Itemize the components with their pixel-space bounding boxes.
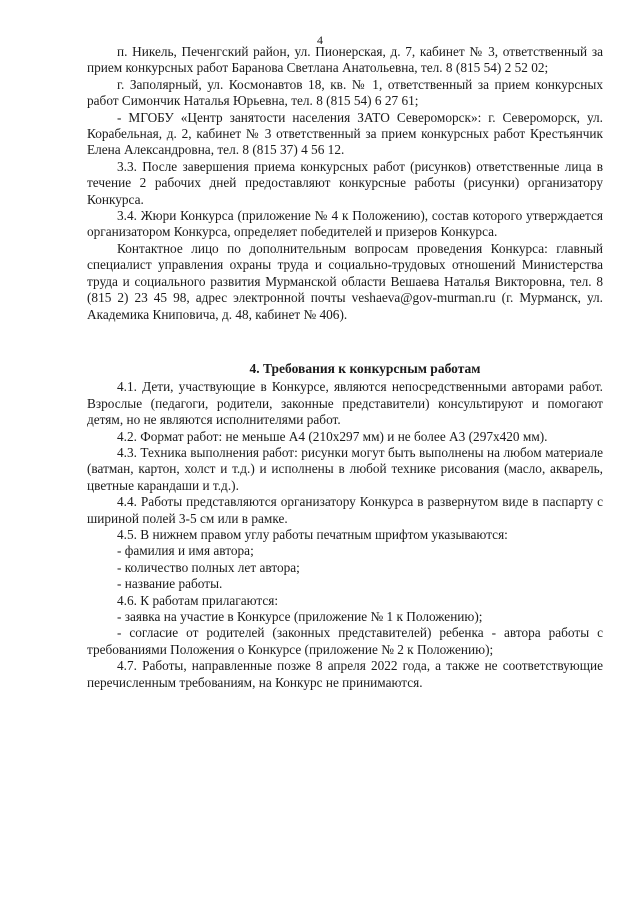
list-item-parental-consent: - согласие от родителей (законных представителей) ребенка - автора работы с требованиями Положения о Конкурсе (приложение № 2 к Положению); [87,625,603,657]
paragraph-4-3: 4.3. Техника выполнения работ: рисунки могут быть выполнены на любом материале (ватман, картон, холст и т.д.) и исполнены в любой технике рисования (масло, акварель, цветные карандаши и т.д.). [87,444,603,493]
paragraph-4-5: 4.5. В нижнем правом углу работы печатным шрифтом указываются: [117,526,508,542]
list-item-work-title: - название работы. [117,576,223,592]
paragraph-zapolyarny: г. Заполярный, ул. Космонавтов 18, кв. № 1, ответственный за прием конкурсных работ Симончик Наталья Юрьевна, тел. 8 (815 54) 6 27 61; [87,76,603,109]
paragraph-4-2: 4.2. Формат работ: не меньше А4 (210х297 мм) и не более А3 (297х420 мм). [117,428,548,444]
section-4-heading: 4. Требования к конкурсным работам [249,360,481,376]
paragraph-4-1: 4.1. Дети, участвующие в Конкурсе, являются непосредственными авторами работ. Взрослые (педагоги, родители, законные представители) консультируют и помогают детям, но не являются исполнителями работ. [87,379,603,428]
page-number: 4 [317,33,323,47]
paragraph-contact: Контактное лицо по дополнительным вопросам проведения Конкурса: главный специалист управления охраны труда и социально-трудовых отношений Министерства труда и социального развития Мурманской области Вешаева Наталья Викторовна, тел. 8 (815 2) 23 45 98, адрес электронной почты veshaeva@gov-murman.ru (г. Мурманск, ул. Академика Книповича, д. 48, кабинет № 406). [87,240,603,322]
paragraph-4-7: 4.7. Работы, направленные позже 8 апреля 2022 года, а также не соответствующие перечисленным требованиям, на Конкурс не принимаются. [87,658,603,690]
paragraph-severomorsk: - МГОБУ «Центр занятости населения ЗАТО Североморск»: г. Североморск, ул. Корабельная, д. 2, кабинет № 3 ответственный за прием конкурсных работ Крестьянчик Елена Александровна, тел. 8 (815 37) 4 56 12. [87,109,603,158]
paragraph-nikel: п. Никель, Печенгский район, ул. Пионерская, д. 7, кабинет № 3, ответственный за прием конкурсных работ Баранова Светлана Анатольевна, тел. 8 (815 54) 2 52 02; [87,44,603,76]
list-item-author-age: - количество полных лет автора; [117,559,300,575]
paragraph-3-4: 3.4. Жюри Конкурса (приложение № 4 к Положению), состав которого утверждается организатором Конкурса, определяет победителей и призеров Конкурса. [87,208,603,240]
list-item-application: - заявка на участие в Конкурсе (приложение № 1 к Положению); [117,609,483,624]
paragraph-3-3: 3.3. После завершения приема конкурсных работ (рисунков) ответственные лица в течение 2 рабочих дней предоставляют конкурсные работы (рисунки) организатору Конкурса. [87,158,603,207]
paragraph-4-4: 4.4. Работы представляются организатору Конкурса в развернутом виде в паспарту с шириной полей 3-5 см или в рамке. [87,494,603,526]
paragraph-4-6: 4.6. К работам прилагаются: [117,592,279,608]
document-body [87,44,603,691]
list-item-author-name: - фамилия и имя автора; [117,543,254,559]
